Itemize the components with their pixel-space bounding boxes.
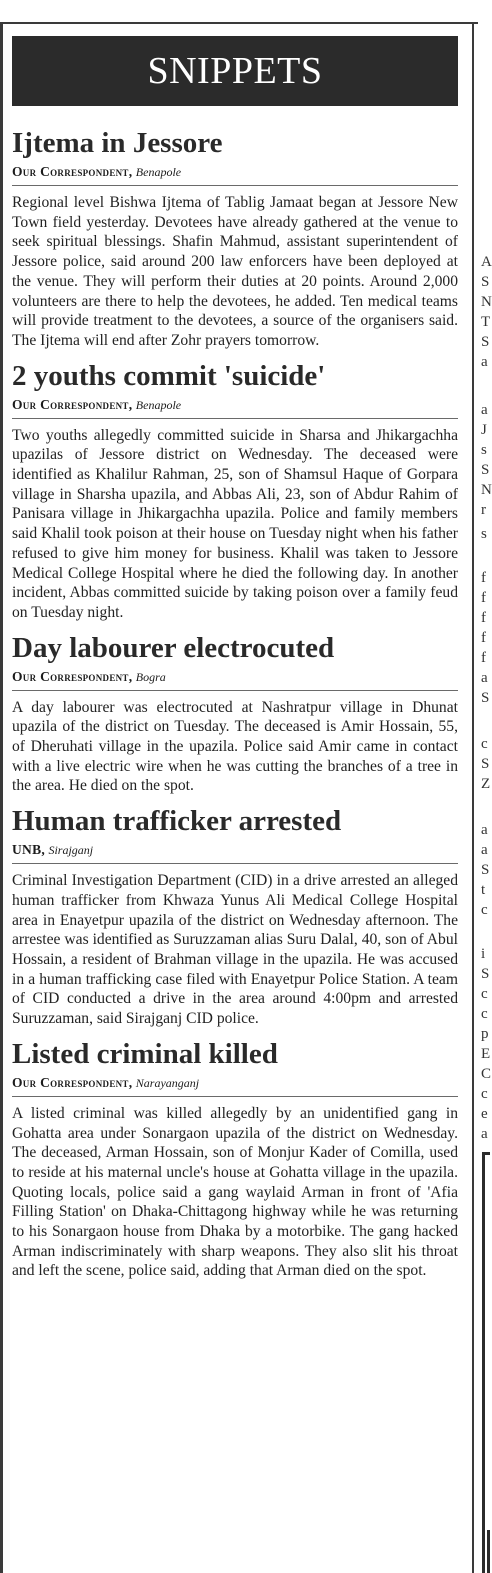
story-headline: Listed criminal killed: [12, 1037, 278, 1070]
byline-source: Our Correspondent,: [12, 164, 133, 179]
next-column-box-fill: [487, 1530, 490, 1573]
story-byline: [12, 163, 458, 186]
fragment-letter: S: [481, 756, 490, 772]
fragment-letter: S: [481, 274, 490, 290]
byline-source: Our Correspondent,: [12, 396, 133, 412]
story-body: Criminal Investigation Department (CID) in a drive arrested an alleged human trafficker from Khwaza Yunus Ali Medical College Hospital area in Enayetpur upazila of the district on Wednesday afternoon. The arrestee was identified as Suruzzaman alias Suru Dalal, 40, son of Abul Hossain, a resident of Brahman village in the upazila. He was accused in a human trafficking case filed with Enayetpur Police Station. A team of CID conducted a drive in the area around 4:00pm and arrested Suruzzaman, said Sirajganj CID police.: [12, 872, 458, 1028]
top-rule: [0, 22, 478, 24]
fragment-letter: A: [481, 254, 492, 270]
fragment-letter: p: [481, 1026, 489, 1042]
fragment-letter: a: [481, 842, 488, 858]
snippets-column: [12, 36, 458, 1281]
column-divider: [472, 22, 474, 1573]
fragment-letter: a: [481, 822, 488, 838]
fragment-letter: N: [481, 294, 492, 310]
fragment-letter: c: [481, 1006, 488, 1022]
story-byline: [12, 396, 458, 419]
byline-place: Bogra: [135, 669, 166, 684]
fragment-letter: c: [481, 1086, 488, 1102]
byline-place: Benapole: [135, 397, 182, 412]
story-trafficker: [12, 804, 458, 1029]
fragment-letter: e: [481, 1106, 488, 1122]
fragment-letter: S: [481, 966, 490, 982]
story-body: Two youths allegedly committed suicide in Sharsa and Jhikargachha upazilas of Jessore district on Wednesday. The deceased were identified as Khalilur Rahman, 25, son of Shamsul Haque of Gorpara village in Sharsha upazila, and Abbas Ali, 23, son of Abdur Rahim of Panisara village in Jhikargachha upazila. Police and family members said Khalil took poison at their house on Tuesday night when his father refused to give him money for business. Khalil was taken to Jessore Medical College Hospital where he died the following day. In another incident, Abbas committed suicide by taking poison over a family feud on Tuesday night.: [12, 426, 458, 621]
fragment-letter: a: [481, 1126, 488, 1142]
story-body: A listed criminal was killed allegedly by an unidentified gang in Gohatta area under Sonargaon upazila of the district on Wednesday. The deceased, Arman Hossain, son of Monjur Kader of Comilla, used to reside at his maternal uncle's house at Gohatta village in the upazila. Quoting locals, police said a gang waylaid Arman in front of 'Afia Filling Station' on Dhaka-Chittagong highway while he was returning to his Sonargaon house from Dhaka by a motorbike. The gang hacked Arman indiscriminately with sharp weapons. They also slit his throat and left the scene, police said, adding that Arman died on the spot.: [12, 1104, 458, 1280]
fragment-letter: f: [481, 590, 486, 606]
story-ijtema: [12, 126, 458, 351]
fragment-letter: f: [481, 630, 486, 646]
fragment-letter: T: [481, 314, 491, 330]
fragment-letter: S: [481, 862, 490, 878]
byline-source: UNB,: [12, 842, 46, 858]
byline-source: Our Correspondent,: [12, 1074, 133, 1090]
byline-place: Sirajganj: [48, 843, 94, 858]
fragment-letter: r: [481, 502, 486, 518]
story-headline: Ijtema in Jessore: [12, 127, 223, 159]
fragment-letter: t: [481, 882, 486, 898]
fragment-letter: E: [481, 1046, 491, 1062]
section-banner: [12, 36, 458, 106]
fragment-letter: J: [481, 422, 487, 438]
story-byline: [12, 668, 458, 691]
left-border: [0, 22, 3, 1573]
fragment-letter: c: [481, 986, 488, 1002]
story-headline: 2 youths commit 'suicide': [12, 359, 326, 392]
story-headline: Human trafficker arrested: [12, 805, 342, 838]
fragment-letter: C: [481, 1066, 492, 1082]
story-body: A day labourer was electrocuted at Nashratpur village in Dhunat upazila of the district on Tuesday. The deceased is Amir Hossain, 55, of Dheruhati village in the upazila. Police said Amir came in contact with a live electric wire when he was cutting the branches of a tree in the area. He died on the spot.: [12, 698, 458, 795]
byline-place: Narayanganj: [135, 1075, 200, 1090]
story-byline: [12, 841, 458, 864]
story-body: Regional level Bishwa Ijtema of Tablig Jamaat began at Jessore New Town field yesterday. Devotees have already gathered at the venue to seek spiritual blessings. Shafin Mahmud, assistant superintendent of Jessore police, said around 200 law enforcers have been deployed at the venue. They will perform their duties at 20 points. Around 2,000 volunteers are there to help the devotees, he added. Ten medical teams will provide treatment to the devotees, a source of the organisers said. The Ijtema will end after Zohr prayers tomorrow.: [12, 194, 458, 349]
section-title: SNIPPETS: [147, 50, 323, 92]
byline-source: Our Correspondent,: [12, 668, 133, 684]
fragment-letter: i: [481, 946, 486, 962]
fragment-letter: f: [481, 570, 486, 586]
fragment-letter: a: [481, 670, 488, 686]
story-suicide: [12, 359, 458, 623]
fragment-letter: Z: [481, 776, 491, 792]
fragment-letter: f: [481, 650, 486, 666]
fragment-letter: c: [481, 902, 488, 918]
fragment-letter: a: [481, 402, 488, 418]
fragment-letter: a: [481, 354, 488, 370]
fragment-letter: s: [481, 526, 487, 542]
fragment-letter: S: [481, 690, 490, 706]
fragment-letter: S: [481, 462, 490, 478]
story-criminal-killed: [12, 1037, 458, 1281]
fragment-letter: S: [481, 334, 490, 350]
story-headline: Day labourer electrocuted: [12, 631, 335, 664]
fragment-letter: N: [481, 482, 492, 498]
story-electrocuted: [12, 631, 458, 797]
fragment-letter: s: [481, 442, 487, 458]
next-column-box: [482, 1152, 490, 1573]
fragment-letter: f: [481, 610, 486, 626]
fragment-letter: c: [481, 736, 488, 752]
byline-place: Benapole: [135, 165, 182, 179]
story-byline: [12, 1074, 458, 1097]
